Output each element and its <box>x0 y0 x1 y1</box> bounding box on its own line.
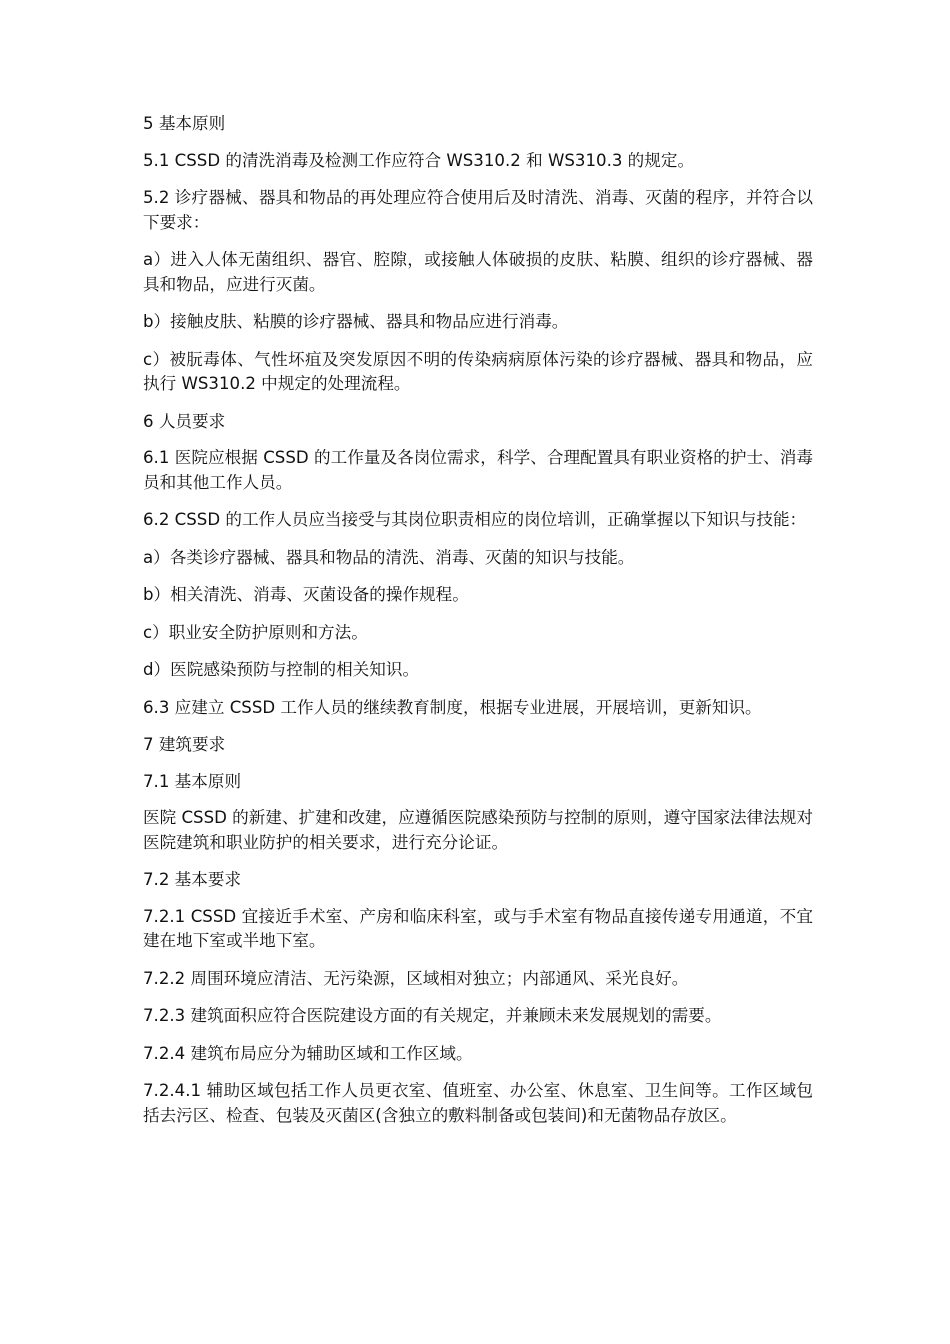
clause-7-2-4-1: 7.2.4.1 辅助区域包括工作人员更衣室、值班室、办公室、休息室、卫生间等。工作区域包括去污区、检查、包装及灭菌区(含独立的敷料制备或包装间)和无菌物品存放区。 <box>143 1081 813 1125</box>
clause-7-2-4: 7.2.4 建筑布局应分为辅助区域和工作区域。 <box>143 1043 473 1063</box>
subsection-7-2-heading: 7.2 基本要求 <box>143 870 242 889</box>
section-7-heading: 7 建筑要求 <box>143 735 226 754</box>
clause-6-2-d: d）医院感染预防与控制的相关知识。 <box>143 660 420 679</box>
clause-6-2-a: a）各类诊疗器械、器具和物品的清洗、消毒、灭菌的知识与技能。 <box>143 547 635 567</box>
clause-7-2-3: 7.2.3 建筑面积应符合医院建设方面的有关规定，并兼顾未来发展规划的需要。 <box>143 1006 722 1025</box>
clause-7-2-1: 7.2.1 CSSD 宜接近手术室、产房和临床科室，或与手术室有物品直接传递专用通道，不宜建在地下室或半地下室。 <box>143 906 813 950</box>
clause-6-2-c: c）职业安全防护原则和方法。 <box>143 622 368 642</box>
clause-7-2-2: 7.2.2 周围环境应清洁、无污染源，区域相对独立；内部通风、采光良好。 <box>143 968 689 988</box>
clause-5-2-b: b）接触皮肤、粘膜的诊疗器械、器具和物品应进行消毒。 <box>143 312 569 331</box>
clause-7-1-body: 医院 CSSD 的新建、扩建和改建，应遵循医院感染预防与控制的原则，遵守国家法律法规对医院建筑和职业防护的相关要求，进行充分论证。 <box>143 808 813 852</box>
clause-6-2-b: b）相关清洗、消毒、灭菌设备的操作规程。 <box>143 585 469 604</box>
clause-5-2-a: a）进入人体无菌组织、器官、腔隙，或接触人体破损的皮肤、粘膜、组织的诊疗器械、器具和物品，应进行灭菌。 <box>143 250 813 294</box>
clause-5-2-c: c）被朊毒体、气性坏疽及突发原因不明的传染病病原体污染的诊疗器械、器具和物品，应执行 WS310.2 中规定的处理流程。 <box>143 349 813 393</box>
clause-5-1: 5.1 CSSD 的清洗消毒及检测工作应符合 WS310.2 和 WS310.3 的规定。 <box>143 150 695 170</box>
clause-5-2: 5.2 诊疗器械、器具和物品的再处理应符合使用后及时清洗、消毒、灭菌的程序，并符合以下要求： <box>143 188 813 232</box>
section-6-heading: 6 人员要求 <box>143 411 226 431</box>
clause-6-3: 6.3 应建立 CSSD 工作人员的继续教育制度，根据专业进展，开展培训，更新知识。 <box>143 697 762 717</box>
section-5-heading: 5 基本原则 <box>143 114 226 133</box>
subsection-7-1-heading: 7.1 基本原则 <box>143 771 242 791</box>
clause-6-2: 6.2 CSSD 的工作人员应当接受与其岗位职责相应的岗位培训，正确掌握以下知识与技能： <box>143 510 807 529</box>
clause-6-1: 6.1 医院应根据 CSSD 的工作量及各岗位需求，科学、合理配置具有职业资格的护士、消毒员和其他工作人员。 <box>143 448 813 492</box>
document-page <box>143 112 813 1141</box>
